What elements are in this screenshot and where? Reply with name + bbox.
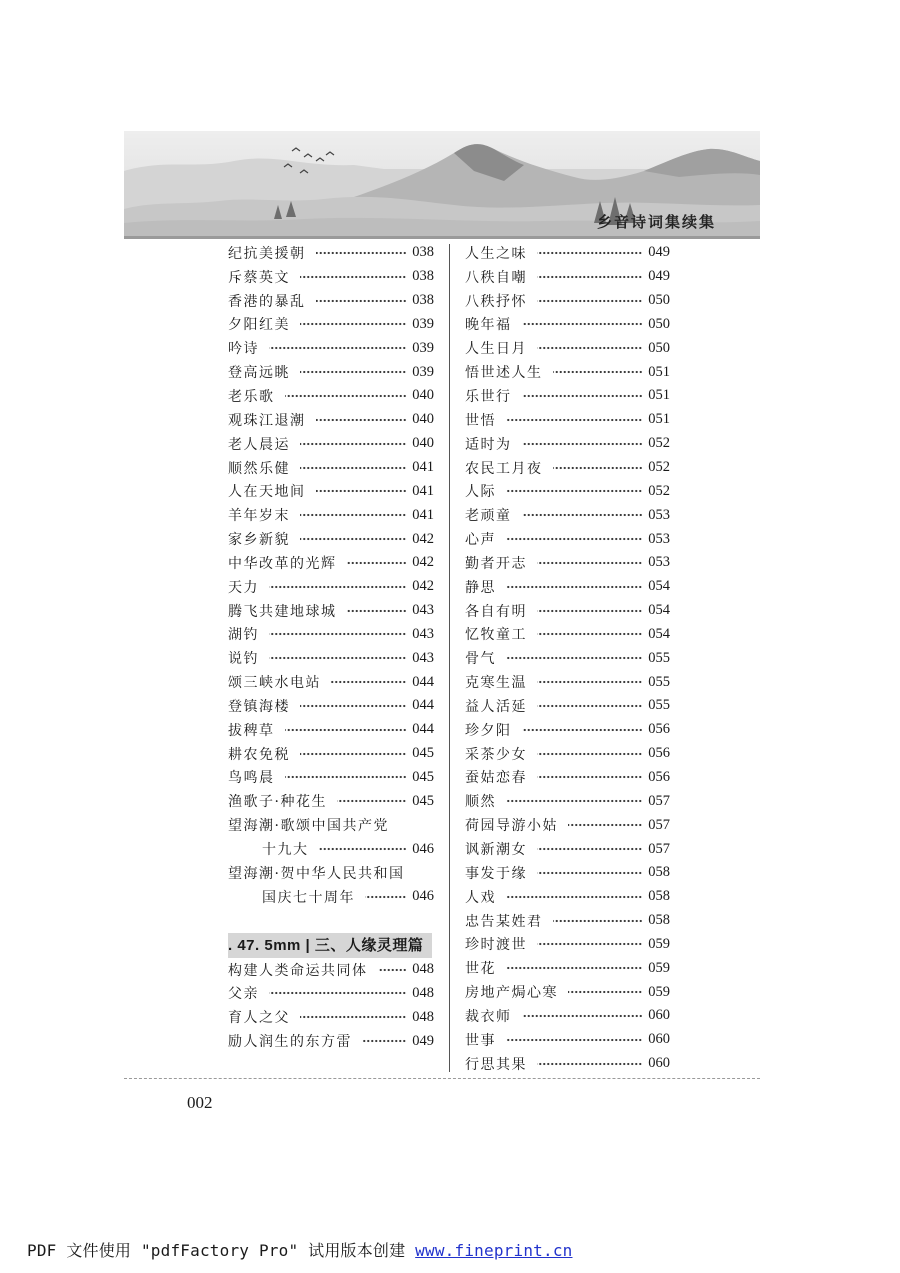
toc-entry-title: 老乐歌 [228,388,275,405]
toc-entry[interactable] [228,1029,434,1053]
toc-entry[interactable] [465,527,670,551]
toc-entry-title: 珍夕阳 [465,722,512,739]
dot-leader [537,343,642,353]
dot-leader [553,367,643,377]
toc-entry-title: 忆牧童工 [465,627,527,644]
toc-entry-page: 043 [412,649,434,666]
dot-leader [522,439,643,449]
toc-entry[interactable] [465,432,670,456]
toc-entry[interactable] [228,599,434,623]
toc-entry-page: 038 [412,268,434,285]
toc-entry-page: 050 [648,315,670,332]
dot-leader [319,844,407,854]
dot-leader [522,510,643,520]
toc-entry-page: 049 [648,268,670,285]
toc-entry[interactable] [465,265,670,289]
toc-entry[interactable] [465,742,670,766]
toc-entry-title: 天力 [228,579,259,596]
dot-leader [537,844,642,854]
toc-entry-title: 颂三峡水电站 [228,675,321,692]
toc-entry-title: 珍时渡世 [465,937,527,954]
toc-entry-title: 吟诗 [228,341,259,358]
dot-leader [537,701,642,711]
toc-entry[interactable] [465,646,670,670]
footer-text: PDF 文件使用 "pdfFactory Pro" 试用版本创建 [27,1241,416,1260]
toc-entry-title: 观珠江退潮 [228,412,306,429]
dot-leader [331,677,406,687]
toc-entry-title: 行思其果 [465,1056,527,1073]
dot-leader [269,629,406,639]
toc-entry-page: 050 [648,292,670,309]
dot-leader [285,772,407,782]
dot-leader [300,367,406,377]
column-divider [449,244,450,1072]
toc-entry[interactable] [465,766,670,790]
toc-entry-title: 登镇海楼 [228,698,290,715]
dot-leader [537,1059,642,1069]
toc-entry-title: 讽新潮女 [465,842,527,859]
dot-leader [537,606,642,616]
toc-entry-page: 048 [412,984,434,1001]
toc-entry-page: 039 [412,315,434,332]
toc-entry[interactable] [228,551,434,575]
toc-entry-title: 人在天地间 [228,484,306,501]
dot-leader [553,916,643,926]
toc-entry-page: 051 [648,411,670,428]
bottom-rule [124,1078,760,1079]
dot-leader [285,725,407,735]
dot-leader [537,772,642,782]
toc-entry[interactable] [228,789,434,813]
toc-entry-page: 045 [412,792,434,809]
toc-entry-title: 父亲 [228,986,259,1003]
toc-entry[interactable] [465,980,670,1004]
toc-entry-title: 人生之味 [465,245,527,262]
toc-entry[interactable] [228,670,434,694]
toc-entry[interactable] [228,313,434,337]
toc-entry-title: 耕农免税 [228,746,290,763]
dot-leader [522,391,643,401]
pdf-footer [27,1238,572,1261]
toc-entry[interactable] [228,336,434,360]
toc-entry-title: 荷园导游小姑 [465,818,558,835]
toc-entry[interactable] [228,527,434,551]
toc-entry-page: 053 [648,554,670,571]
toc-entry[interactable] [465,1028,670,1052]
toc-entry[interactable] [228,861,434,885]
toc-entry-title: 忠告某姓君 [465,913,543,930]
toc-entry-page: 060 [648,1031,670,1048]
toc-entry-title: 世悟 [465,412,496,429]
toc-entry-page: 050 [648,339,670,356]
toc-entry[interactable] [228,623,434,647]
header-banner [124,131,760,239]
toc-entry[interactable] [465,384,670,408]
toc-entry-title: 登高远眺 [228,365,290,382]
toc-entry[interactable] [228,981,434,1005]
toc-entry[interactable] [465,575,670,599]
dot-leader [316,415,407,425]
toc-left-column [228,241,434,1053]
toc-entry[interactable] [465,789,670,813]
toc-entry-page: 051 [648,363,670,380]
toc-entry-page: 059 [648,983,670,1000]
toc-entry[interactable] [228,289,434,313]
toc-entry-page: 038 [412,244,434,261]
toc-entry-title: 事发于缘 [465,865,527,882]
toc-entry[interactable] [228,958,434,982]
dot-leader [316,296,407,306]
toc-entry[interactable] [465,479,670,503]
dot-leader [300,319,406,329]
toc-entry-title: 裁衣师 [465,1008,512,1025]
toc-entry[interactable] [465,837,670,861]
dot-leader [506,796,642,806]
toc-entry-page: 058 [648,864,670,881]
toc-right-column [465,241,670,1076]
dot-leader [537,296,642,306]
toc-entry-title: 房地产焗心寒 [465,985,558,1002]
toc-entry-page: 051 [648,387,670,404]
toc-entry-page: 044 [412,697,434,714]
toc-entry-title: 蚕姑恋春 [465,770,527,787]
toc-entry[interactable] [228,432,434,456]
toc-entry[interactable] [228,503,434,527]
toc-entry[interactable] [465,408,670,432]
toc-entry-title: 八秩抒怀 [465,293,527,310]
toc-entry[interactable] [228,479,434,503]
toc-entry-page: 043 [412,602,434,619]
dot-leader [362,1036,406,1046]
toc-entry-page: 057 [648,840,670,857]
toc-entry-page: 059 [648,959,670,976]
toc-entry[interactable] [228,885,434,909]
toc-entry[interactable] [228,360,434,384]
dot-leader [537,868,642,878]
toc-entry[interactable] [228,265,434,289]
toc-entry-title: 采茶少女 [465,746,527,763]
toc-entry[interactable] [465,360,670,384]
toc-entry[interactable] [465,1052,670,1076]
dot-leader [506,582,642,592]
dot-leader [347,606,407,616]
toc-entry-page: 040 [412,411,434,428]
toc-entry[interactable] [228,718,434,742]
toc-entry-title: 晚年福 [465,317,512,334]
dot-leader [506,415,642,425]
toc-entry-title: 静思 [465,579,496,596]
dot-leader [537,749,642,759]
toc-entry-title: 老顽童 [465,508,512,525]
dot-leader [365,892,406,902]
toc-entry[interactable] [465,718,670,742]
toc-entry-page: 044 [412,721,434,738]
toc-entry[interactable] [465,885,670,909]
toc-entry-page: 054 [648,578,670,595]
page-number: 002 [187,1093,213,1112]
toc-entry-title: 顺然 [465,794,496,811]
toc-entry-title: 适时为 [465,436,512,453]
toc-entry-title: 纪抗美援朝 [228,245,306,262]
dot-leader [285,391,407,401]
toc-entry-title: 农民工月夜 [465,460,543,477]
toc-entry-page: 052 [648,435,670,452]
toc-entry[interactable] [465,503,670,527]
toc-entry-title: 香港的暴乱 [228,293,306,310]
toc-entry-title: 拔稗草 [228,722,275,739]
toc-entry[interactable] [465,670,670,694]
toc-entry[interactable] [228,575,434,599]
toc-entry-title: 八秩自嘲 [465,269,527,286]
dot-leader [522,1011,643,1021]
toc-entry-title: 望海潮·贺中华人民共和国 [228,865,405,882]
dot-leader [537,272,642,282]
toc-entry[interactable] [465,456,670,480]
toc-entry[interactable] [228,742,434,766]
toc-entry[interactable] [228,813,434,837]
toc-entry-title: 说钓 [228,651,259,668]
dot-leader [316,248,407,258]
toc-entry-title: 世事 [465,1032,496,1049]
toc-entry-title: 克寒生温 [465,675,527,692]
toc-entry-page: 053 [648,506,670,523]
toc-entry-title: 十九大 [262,842,309,859]
toc-entry-page: 057 [648,816,670,833]
toc-entry-page: 049 [648,244,670,261]
toc-entry-page: 056 [648,745,670,762]
toc-entry-page: 057 [648,792,670,809]
toc-entry-page: 045 [412,768,434,785]
dot-leader [522,319,643,329]
toc-entry-title: 世花 [465,961,496,978]
toc-entry-page: 041 [412,506,434,523]
dot-leader [522,725,643,735]
toc-entry-page: 055 [648,649,670,666]
dot-leader [300,749,406,759]
toc-entry-title: 中华改革的光辉 [228,555,337,572]
dot-leader [300,1012,406,1022]
toc-entry-title: 顺然乐健 [228,460,290,477]
toc-entry[interactable] [465,813,670,837]
toc-entry[interactable] [465,909,670,933]
toc-entry[interactable] [465,313,670,337]
toc-entry-page: 054 [648,602,670,619]
toc-entry-title: 望海潮·歌颂中国共产党 [228,818,389,835]
dot-leader [300,534,406,544]
toc-entry-page: 044 [412,673,434,690]
toc-entry-title: 夕阳红美 [228,317,290,334]
dot-leader [537,677,642,687]
toc-entry-title: 人际 [465,484,496,501]
dot-leader [553,463,643,473]
toc-entry-title: 腾飞共建地球城 [228,603,337,620]
dot-leader [300,463,406,473]
dot-leader [568,987,642,997]
toc-entry-page: 040 [412,387,434,404]
toc-entry-title: 国庆七十周年 [262,889,355,906]
toc-entry-title: 乐世行 [465,388,512,405]
dot-leader [316,486,407,496]
toc-entry[interactable] [465,1004,670,1028]
toc-entry-page: 046 [412,840,434,857]
toc-entry[interactable] [228,694,434,718]
toc-entry-title: 励人润生的东方雷 [228,1034,352,1051]
toc-entry-title: 家乡新貌 [228,532,290,549]
toc-entry-page: 039 [412,363,434,380]
toc-entry-page: 055 [648,697,670,714]
toc-entry-page: 038 [412,292,434,309]
toc-entry[interactable] [465,932,670,956]
toc-entry[interactable] [465,861,670,885]
dot-leader [537,939,642,949]
toc-entry[interactable] [228,241,434,265]
dot-leader [347,558,407,568]
toc-entry-title: 湖钓 [228,627,259,644]
dot-leader [506,653,642,663]
toc-entry-page: 045 [412,745,434,762]
toc-entry[interactable] [465,551,670,575]
toc-entry-title: 鸟鸣晨 [228,770,275,787]
toc-entry-title: 悟世述人生 [465,365,543,382]
dot-leader [337,796,406,806]
toc-entry-page: 040 [412,435,434,452]
toc-entry[interactable] [228,837,434,861]
toc-entry[interactable] [465,694,670,718]
dot-leader [506,486,642,496]
book-title: 乡音诗词集续集 [596,213,716,231]
footer-link[interactable]: www.fineprint.cn [415,1241,573,1260]
toc-entry-title: 育人之父 [228,1010,290,1027]
toc-entry-page: 042 [412,530,434,547]
dot-leader [537,629,642,639]
dot-leader [378,965,407,975]
toc-entry-page: 056 [648,768,670,785]
toc-entry[interactable] [465,956,670,980]
toc-entry[interactable] [228,646,434,670]
toc-entry-page: 060 [648,1055,670,1072]
section-heading: . 47. 5mm | 三、人缘灵理篇 [228,933,432,958]
dot-leader [506,1035,642,1045]
toc-entry-page: 053 [648,530,670,547]
dot-leader [300,272,406,282]
toc-entry[interactable] [465,289,670,313]
dot-leader [269,988,406,998]
toc-entry-title: 人生日月 [465,341,527,358]
toc-entry-title: 心声 [465,532,496,549]
toc-entry[interactable] [465,623,670,647]
toc-entry-page: 041 [412,482,434,499]
toc-entry-page: 043 [412,625,434,642]
toc-entry[interactable] [228,456,434,480]
dot-leader [537,248,642,258]
dot-leader [506,892,642,902]
toc-entry-title: 羊年岁末 [228,508,290,525]
toc-entry-title: 渔歌子·种花生 [228,794,327,811]
toc-entry-page: 058 [648,888,670,905]
section-gap [228,909,434,933]
toc-entry-title: 斥蔡英文 [228,269,290,286]
toc-entry-page: 054 [648,625,670,642]
toc-entry-page: 046 [412,888,434,905]
toc-entry-title: 各自有明 [465,603,527,620]
toc-entry[interactable] [465,599,670,623]
toc-entry[interactable] [465,336,670,360]
toc-entry-title: 勤者开志 [465,555,527,572]
toc-entry-page: 060 [648,1007,670,1024]
dot-leader [269,343,406,353]
toc-entry-page: 048 [412,961,434,978]
toc-entry-title: 益人活延 [465,698,527,715]
toc-entry[interactable] [228,384,434,408]
toc-entry-page: 048 [412,1008,434,1025]
dot-leader [537,558,642,568]
toc-entry-title: 骨气 [465,651,496,668]
toc-entry[interactable] [228,766,434,790]
toc-entry-page: 042 [412,554,434,571]
dot-leader [506,534,642,544]
toc-entry-page: 039 [412,339,434,356]
dot-leader [269,653,406,663]
toc-entry-page: 056 [648,721,670,738]
toc-entry[interactable] [228,1005,434,1029]
toc-entry-page: 058 [648,912,670,929]
toc-entry-page: 042 [412,578,434,595]
dot-leader [506,963,642,973]
toc-entry-page: 055 [648,673,670,690]
toc-entry-title: 老人晨运 [228,436,290,453]
dot-leader [300,701,406,711]
toc-entry-title: 人戏 [465,889,496,906]
toc-entry-page: 041 [412,459,434,476]
dot-leader [300,439,406,449]
toc-entry-page: 052 [648,459,670,476]
banner-rule [124,236,760,239]
dot-leader [269,582,406,592]
toc-entry[interactable] [228,408,434,432]
toc-entry-page: 052 [648,482,670,499]
toc-entry-page: 059 [648,935,670,952]
toc-entry-title: 构建人类命运共同体 [228,962,368,979]
toc-entry-page: 049 [412,1032,434,1049]
dot-leader [568,820,642,830]
dot-leader [300,510,406,520]
toc-entry[interactable] [465,241,670,265]
